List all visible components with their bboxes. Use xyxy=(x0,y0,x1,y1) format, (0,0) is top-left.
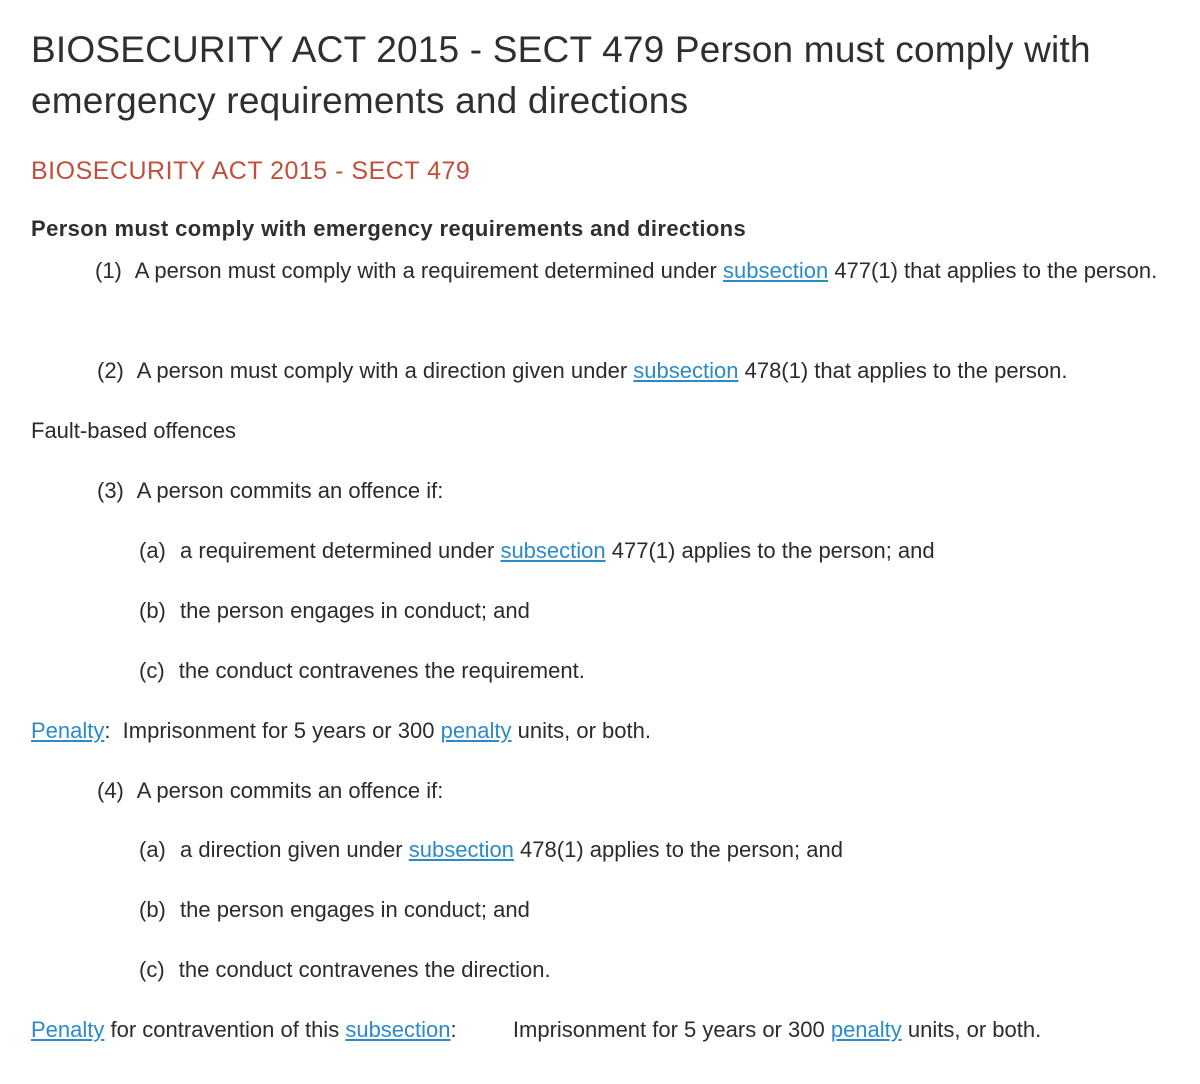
penalty-link[interactable]: Penalty xyxy=(31,718,105,743)
penalty-units-link[interactable]: penalty xyxy=(830,1017,902,1042)
page-title: BIOSECURITY ACT 2015 - SECT 479 Person must comply with emergency requirements and directions xyxy=(31,29,1091,121)
subsection-2 xyxy=(31,350,1067,391)
subsection-4 xyxy=(31,770,443,811)
paragraph-3b-text: the person engages in conduct; and xyxy=(180,598,530,623)
paragraph-4c xyxy=(31,949,551,990)
fault-based-heading: Fault-based offences xyxy=(31,418,237,443)
paragraph-3a-text-after: 477(1) applies to the person; and xyxy=(611,538,935,563)
paragraph-3b-number: (b) xyxy=(139,598,166,623)
paragraph-4b-text: the person engages in conduct; and xyxy=(180,897,530,922)
subsection-link[interactable]: subsection xyxy=(723,258,829,283)
paragraph-3a-number: (a) xyxy=(139,538,166,563)
subsection-link[interactable]: subsection xyxy=(408,837,514,862)
penalty-link[interactable]: Penalty xyxy=(31,1017,105,1042)
subsection-3-number: (3) xyxy=(97,478,124,503)
paragraph-4a-number: (a) xyxy=(139,837,166,862)
penalty-4-text-before: Imprisonment for 5 years or 300 xyxy=(512,1017,825,1042)
paragraph-3c-number: (c) xyxy=(139,658,165,683)
subsection-1-text-before: A person must comply with a requirement determined under xyxy=(134,258,717,283)
paragraph-3a xyxy=(31,530,935,571)
paragraph-4a xyxy=(31,829,843,870)
subsection-4-number: (4) xyxy=(97,778,124,803)
subsection-1-text-after: 477(1) that applies to the person. xyxy=(834,258,1158,283)
subsection-2-text-after: 478(1) that applies to the person. xyxy=(744,358,1068,383)
paragraph-4a-text-after: 478(1) applies to the person; and xyxy=(520,837,843,862)
penalty-4-text-after: units, or both. xyxy=(907,1017,1042,1042)
section-heading: BIOSECURITY ACT 2015 - SECT 479 xyxy=(31,157,471,185)
paragraph-4b xyxy=(31,889,530,930)
subsection-link[interactable]: subsection xyxy=(633,358,739,383)
section-subheading: Person must comply with emergency requirements and directions xyxy=(31,216,747,241)
paragraph-4c-text: the conduct contravenes the direction. xyxy=(178,957,551,982)
subsection-4-text: A person commits an offence if: xyxy=(136,778,444,803)
paragraph-4b-number: (b) xyxy=(139,897,166,922)
paragraph-3c xyxy=(31,650,585,691)
penalty-4 xyxy=(31,1009,1041,1050)
paragraph-3a-text-before: a requirement determined under xyxy=(180,538,495,563)
subsection-2-number: (2) xyxy=(97,358,124,383)
subsection-1 xyxy=(29,250,1179,291)
penalty-3-text-after: units, or both. xyxy=(517,718,651,743)
penalty-colon: : xyxy=(450,1017,457,1042)
subsection-link[interactable]: subsection xyxy=(345,1017,451,1042)
subsection-3-text: A person commits an offence if: xyxy=(136,478,444,503)
penalty-3-text-before: Imprisonment for 5 years or 300 xyxy=(122,718,435,743)
penalty-units-link[interactable]: penalty xyxy=(440,718,512,743)
penalty-3 xyxy=(31,710,651,751)
paragraph-4a-text-before: a direction given under xyxy=(180,837,403,862)
paragraph-4c-number: (c) xyxy=(139,957,165,982)
subsection-link[interactable]: subsection xyxy=(500,538,606,563)
paragraph-3c-text: the conduct contravenes the requirement. xyxy=(178,658,585,683)
subsection-2-text-before: A person must comply with a direction given under xyxy=(136,358,628,383)
penalty-colon: : xyxy=(104,718,111,743)
subsection-3 xyxy=(31,470,443,511)
subsection-1-number: (1) xyxy=(95,258,122,283)
paragraph-3b xyxy=(31,590,530,631)
penalty-4-middle-text: for contravention of this xyxy=(110,1017,340,1042)
